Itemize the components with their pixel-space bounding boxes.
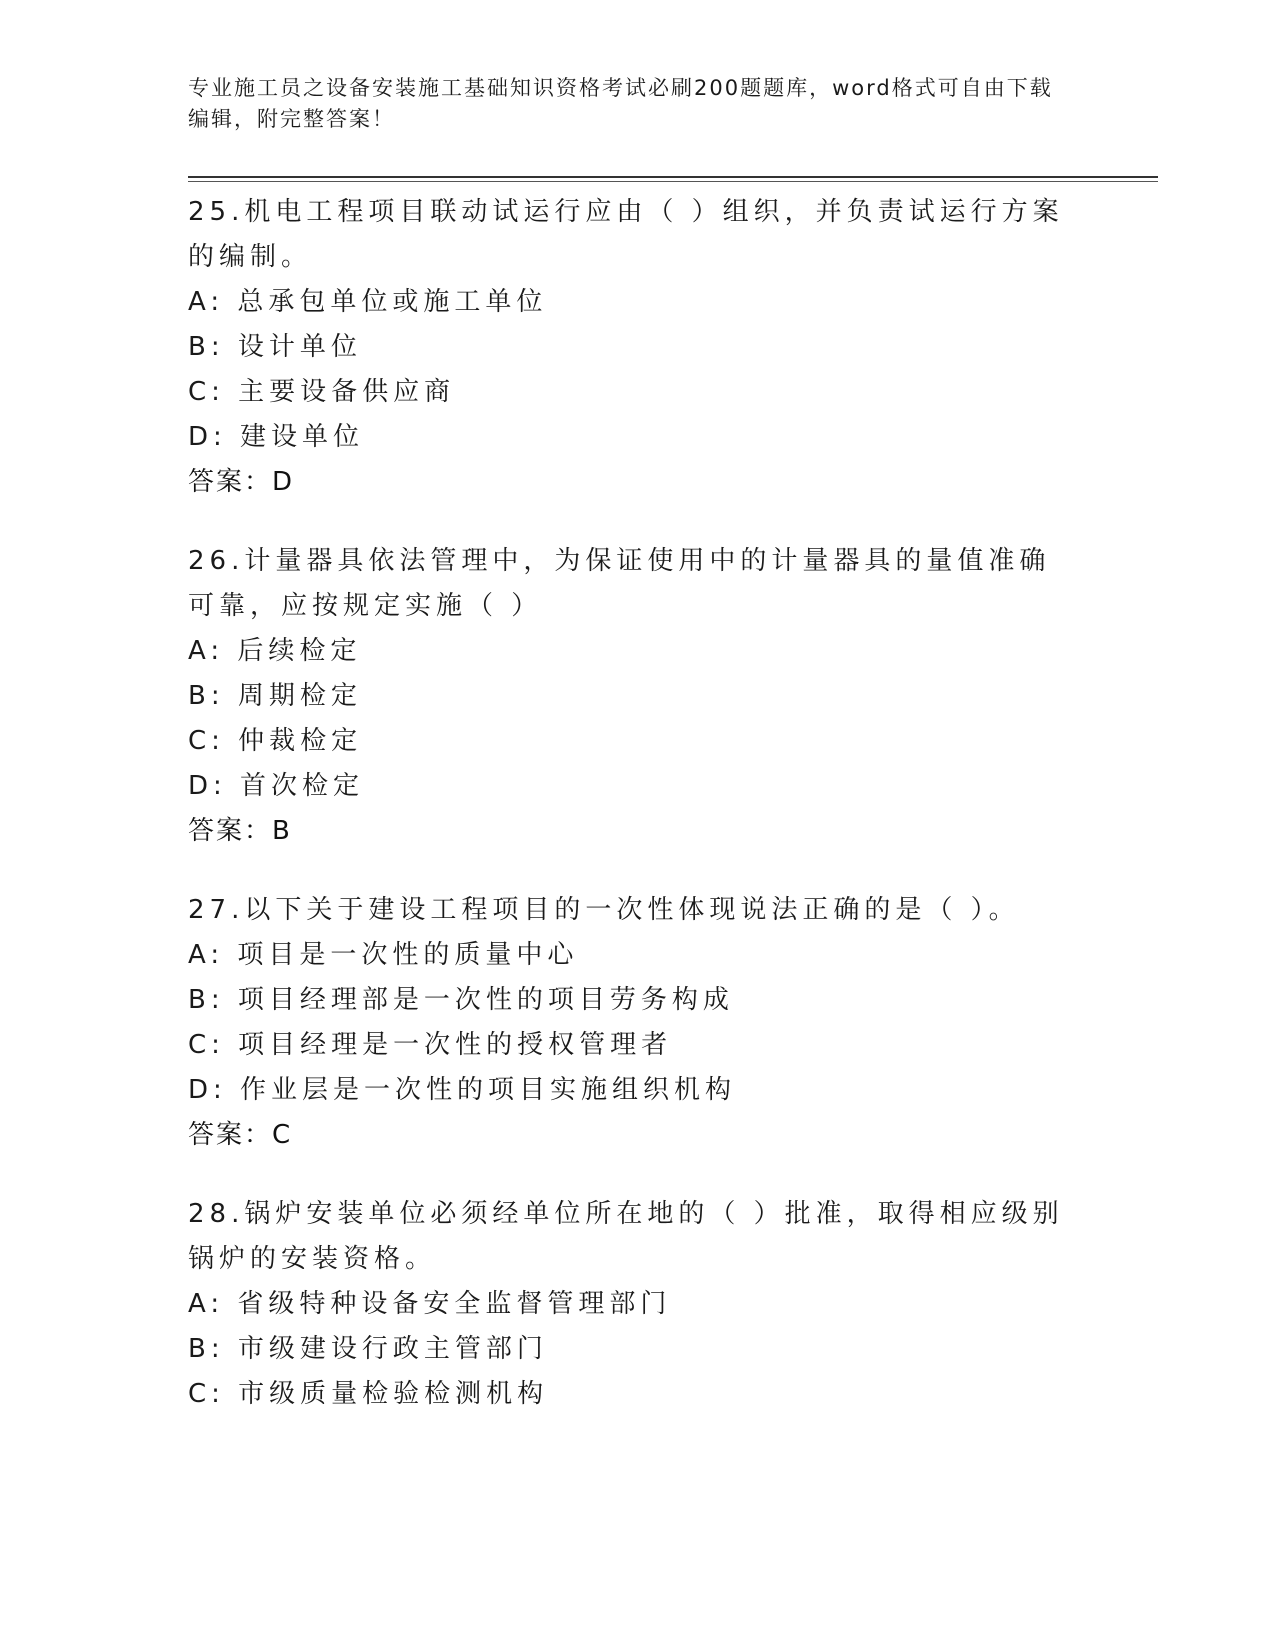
option-b: B: 设计单位 bbox=[188, 332, 362, 362]
question-26 bbox=[188, 539, 1068, 854]
option-d: D: 首次检定 bbox=[188, 771, 365, 801]
header-divider-thin bbox=[188, 181, 1158, 182]
question-stem: 27.以下关于建设工程项目的一次性体现说法正确的是（ ）。 bbox=[188, 895, 1020, 925]
option-c: C: 主要设备供应商 bbox=[188, 377, 456, 407]
option-c: C: 仲裁检定 bbox=[188, 726, 363, 756]
option-c: C: 项目经理是一次性的授权管理者 bbox=[188, 1030, 673, 1060]
header-divider-thick bbox=[188, 176, 1158, 178]
option-a: A: 项目是一次性的质量中心 bbox=[188, 940, 579, 970]
question-27 bbox=[188, 888, 1068, 1158]
option-d: D: 建设单位 bbox=[188, 422, 365, 452]
document-header: 专业施工员之设备安装施工基础知识资格考试必刷200题题库，word格式可自由下载编辑，附完整答案！ bbox=[188, 76, 1053, 131]
option-a: A: 总承包单位或施工单位 bbox=[188, 287, 548, 317]
option-a: A: 后续检定 bbox=[188, 636, 362, 666]
option-b: B: 项目经理部是一次性的项目劳务构成 bbox=[188, 985, 734, 1015]
answer: 答案：D bbox=[188, 467, 295, 497]
answer: 答案：C bbox=[188, 1120, 293, 1150]
option-c: C: 市级质量检验检测机构 bbox=[188, 1379, 549, 1409]
option-b: B: 周期检定 bbox=[188, 681, 362, 711]
question-stem: 25.机电工程项目联动试运行应由（ ）组织，并负责试运行方案的编制。 bbox=[188, 197, 1064, 272]
question-stem: 26.计量器具依法管理中，为保证使用中的计量器具的量值准确可靠，应按规定实施（ ） bbox=[188, 546, 1051, 621]
question-list bbox=[188, 190, 1068, 1451]
answer: 答案：B bbox=[188, 816, 292, 846]
question-28 bbox=[188, 1192, 1068, 1417]
question-stem: 28.锅炉安装单位必须经单位所在地的（ ）批准，取得相应级别锅炉的安装资格。 bbox=[188, 1199, 1064, 1274]
option-d: D: 作业层是一次性的项目实施组织机构 bbox=[188, 1075, 737, 1105]
option-b: B: 市级建设行政主管部门 bbox=[188, 1334, 548, 1364]
option-a: A: 省级特种设备安全监督管理部门 bbox=[188, 1289, 672, 1319]
question-25 bbox=[188, 190, 1068, 505]
